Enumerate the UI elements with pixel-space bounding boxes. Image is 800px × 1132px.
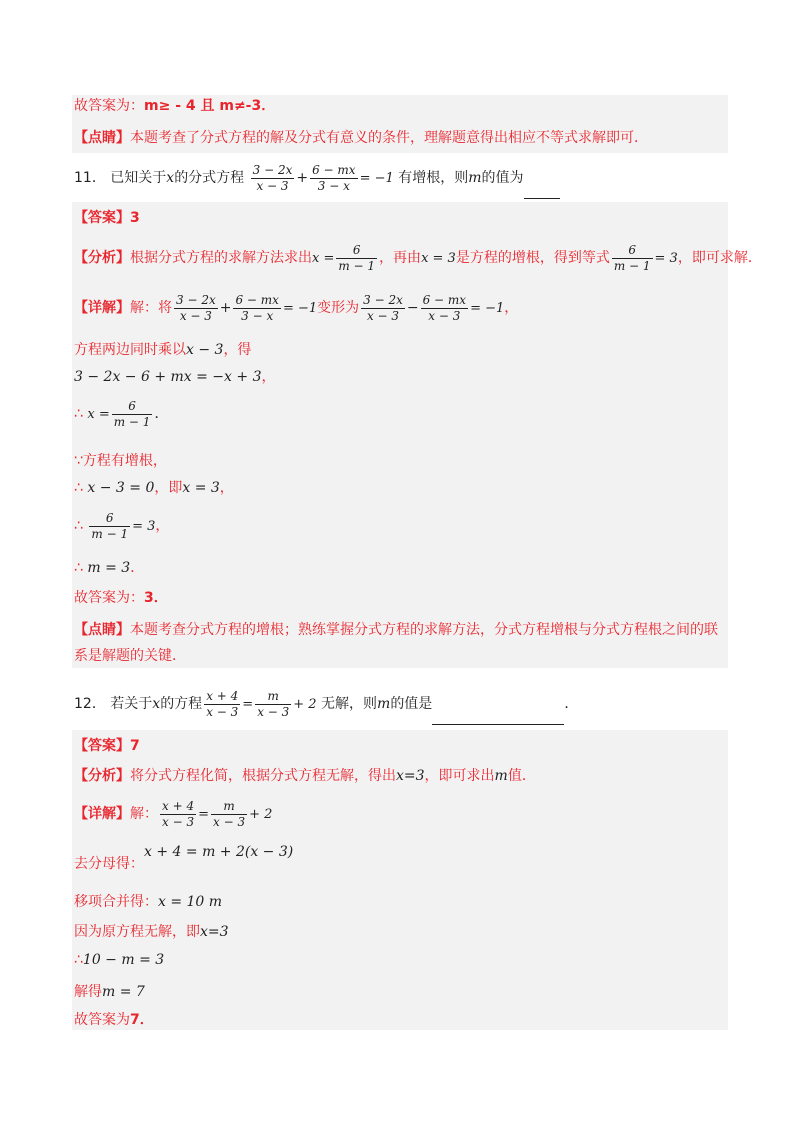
var-x: x (166, 170, 175, 186)
detail-step-6 (74, 506, 169, 547)
dianjing-text: 本题考查分式方程的增根；熟练掌握分式方程的求解方法，分式方程增根与分式方程根之间的联 (130, 622, 718, 638)
analysis-text: 根据分式方程的求解方法求出 (130, 250, 312, 266)
detail-step-7 (74, 558, 144, 578)
question-number: 11． (74, 170, 106, 186)
step-text: 去分母得： (74, 856, 144, 872)
step-text: ． (130, 560, 145, 576)
therefore-symbol: ∴ (74, 480, 83, 496)
fraction: $\frac{3 - 2x}{x - 3}$ (176, 292, 216, 323)
fraction: $\frac{6}{m - 1}$ (613, 242, 651, 273)
equation-rhs: = −1 (359, 171, 394, 186)
detail-text: 变形为 (317, 300, 360, 316)
therefore-symbol: ∴ (74, 406, 83, 422)
math-expr: x = 3 (182, 480, 220, 496)
fraction: $\frac{6 - mx}{3 - x}$ (235, 292, 279, 323)
question-text: 的方程 (160, 696, 203, 712)
detail-step-3-q12 (74, 922, 229, 942)
fraction: $\frac{6 - mx}{3 - x}$ (312, 162, 356, 193)
fraction: $\frac{x + 4}{x - 3}$ (206, 688, 239, 719)
equals-sign: = (242, 697, 254, 712)
plus-sign: + (296, 170, 309, 186)
plus-sign: + (219, 300, 232, 316)
analysis-text: 是方程的增根，得到等式 (455, 250, 610, 266)
answer-line-q11 (74, 208, 140, 228)
math-expr: x − 3 = 0 (87, 480, 155, 496)
math-expr: = 3 (654, 251, 678, 266)
equals-sign: = (198, 807, 209, 822)
minus-sign: − (406, 300, 419, 316)
answer-line-q10 (74, 96, 275, 116)
detail-text: 解：将 (130, 300, 172, 316)
answer-blank (524, 184, 560, 199)
step-text: 方程两边同时乘以 (74, 342, 186, 358)
question-number: 12． (74, 696, 106, 712)
answer-prefix: 故答案为： (74, 98, 144, 114)
answer-tag: 【答案】 (74, 738, 130, 754)
math-expr: 3 − 2x − 6 + mx = −x + 3 (74, 369, 262, 385)
question-text: ． (564, 696, 579, 712)
fraction: $\frac{6}{m - 1}$ (113, 398, 151, 429)
detail-step-5 (74, 478, 234, 498)
detail-step-1 (74, 340, 251, 360)
fraction: $\frac{3 - 2x}{x - 3}$ (252, 162, 293, 193)
step-text: 因为原方程无解，即 (74, 924, 200, 940)
math-expr: = 3 (132, 519, 156, 534)
question-text: 有增根，则 (398, 170, 469, 186)
dianjing-line-q11-cont (74, 646, 186, 666)
question-11 (74, 158, 560, 199)
detail-step-5-q12 (74, 982, 145, 1002)
math-expr: x=3 (396, 768, 425, 784)
math-expr: + 2 (249, 807, 273, 822)
fraction: $\frac{x + 4}{x - 3}$ (162, 798, 195, 829)
fraction: $\frac{m}{x - 3}$ (213, 798, 246, 829)
detail-tag: 【详解】 (74, 806, 130, 822)
step-text: ，得 (223, 342, 252, 358)
question-text: 的值为 (481, 170, 524, 186)
fraction: $\frac{3 - 2x}{x - 3}$ (363, 292, 403, 323)
final-value: 7． (130, 1012, 154, 1028)
dianjing-text: 系是解题的关键． (74, 648, 186, 664)
analysis-text: 值． (507, 768, 536, 784)
fraction: $\frac{6 - mx}{x - 3}$ (422, 292, 467, 323)
detail-step-3 (74, 396, 168, 433)
answer-line-q12 (74, 736, 140, 756)
math-expr: m (494, 768, 508, 784)
final-prefix: 故答案为： (74, 590, 144, 606)
detail-step-4 (74, 451, 167, 471)
step-text: ， (219, 480, 234, 496)
math-expr: x = (87, 407, 110, 422)
question-text: 无解，则 (321, 696, 378, 712)
final-answer-q12 (74, 1010, 154, 1030)
fraction: $\frac{6}{m - 1}$ (338, 242, 376, 273)
math-expr: x = (312, 251, 335, 266)
analysis-tag: 【分析】 (74, 768, 130, 784)
analysis-text: ，即可求解． (677, 250, 762, 266)
dianjing-tag: 【点睛】 (74, 622, 130, 638)
analysis-tag: 【分析】 (74, 250, 130, 266)
fraction: $\frac{m}{x - 3}$ (257, 688, 290, 719)
step-text: 解得 (74, 984, 102, 1000)
math-expr: = −1 (470, 301, 505, 316)
question-12 (74, 684, 578, 725)
because-symbol: ∵ (74, 453, 83, 469)
final-value: 3． (144, 590, 168, 606)
therefore-symbol: ∴ (74, 560, 83, 576)
final-prefix: 故答案为 (74, 1012, 130, 1028)
question-text: 已知关于 (110, 170, 167, 186)
analysis-text: ，再由 (379, 250, 422, 266)
step-text: ， (261, 369, 276, 385)
analysis-line-q11 (74, 240, 762, 277)
analysis-text: 将分式方程化简，根据分式方程无解，得出 (130, 768, 396, 784)
var-m: m (377, 696, 391, 712)
math-expr: m = 3 (87, 560, 131, 576)
question-text: 的值是 (390, 696, 433, 712)
question-text: 若关于 (110, 696, 153, 712)
detail-tag: 【详解】 (74, 300, 130, 316)
math-expr: 10 − m = 3 (82, 952, 165, 968)
math-expr: m = 7 (102, 984, 145, 1000)
dianjing-text: 本题考查了分式方程的解及分式有意义的条件，理解题意得出相应不等式求解即可． (130, 130, 648, 146)
answer-value: 3 (130, 210, 140, 226)
therefore-symbol: ∴ (74, 952, 83, 968)
final-answer-q11 (74, 588, 168, 608)
detail-step-1-label-q12 (74, 854, 144, 874)
step-text: ． (154, 406, 169, 422)
math-expr: = −1 (282, 301, 318, 316)
step-text: ， (155, 518, 170, 534)
step-text: ，即 (154, 480, 183, 496)
detail-step-4-q12 (74, 950, 164, 970)
answer-tag: 【答案】 (74, 210, 130, 226)
analysis-text: ，即可求出 (424, 768, 495, 784)
math-expr: x=3 (200, 924, 229, 940)
detail-text: ， (504, 300, 519, 316)
var-m: m (468, 170, 482, 186)
detail-text: 解： (130, 806, 158, 822)
answer-value: m≥ - 4 且 m≠-3． (144, 98, 276, 114)
dianjing-tag: 【点睛】 (74, 130, 130, 146)
math-expr: + 2 (293, 697, 317, 712)
fraction: $\frac{6}{m - 1}$ (91, 510, 129, 541)
dianjing-line-q10 (74, 128, 648, 148)
dianjing-line-q11 (74, 620, 718, 640)
question-text: 的分式方程 (174, 170, 245, 186)
detail-line-q12 (74, 794, 272, 835)
detail-line-q11 (74, 290, 518, 327)
detail-step-2-q12 (74, 892, 222, 912)
answer-blank (432, 710, 564, 725)
analysis-line-q12 (74, 766, 536, 786)
answer-value: 7 (130, 738, 140, 754)
math-expr: x = 3 (421, 251, 456, 266)
math-expr: x − 3 (186, 342, 224, 358)
detail-step-2 (74, 367, 275, 387)
step-text: 移项合并得： (74, 894, 158, 910)
var-x: x (152, 696, 161, 712)
math-expr: x = 10 m (158, 894, 223, 910)
step-text: 方程有增根， (82, 453, 167, 469)
math-expr: x + 4 = m + 2(x − 3) (144, 844, 294, 860)
therefore-symbol: ∴ (74, 518, 83, 534)
